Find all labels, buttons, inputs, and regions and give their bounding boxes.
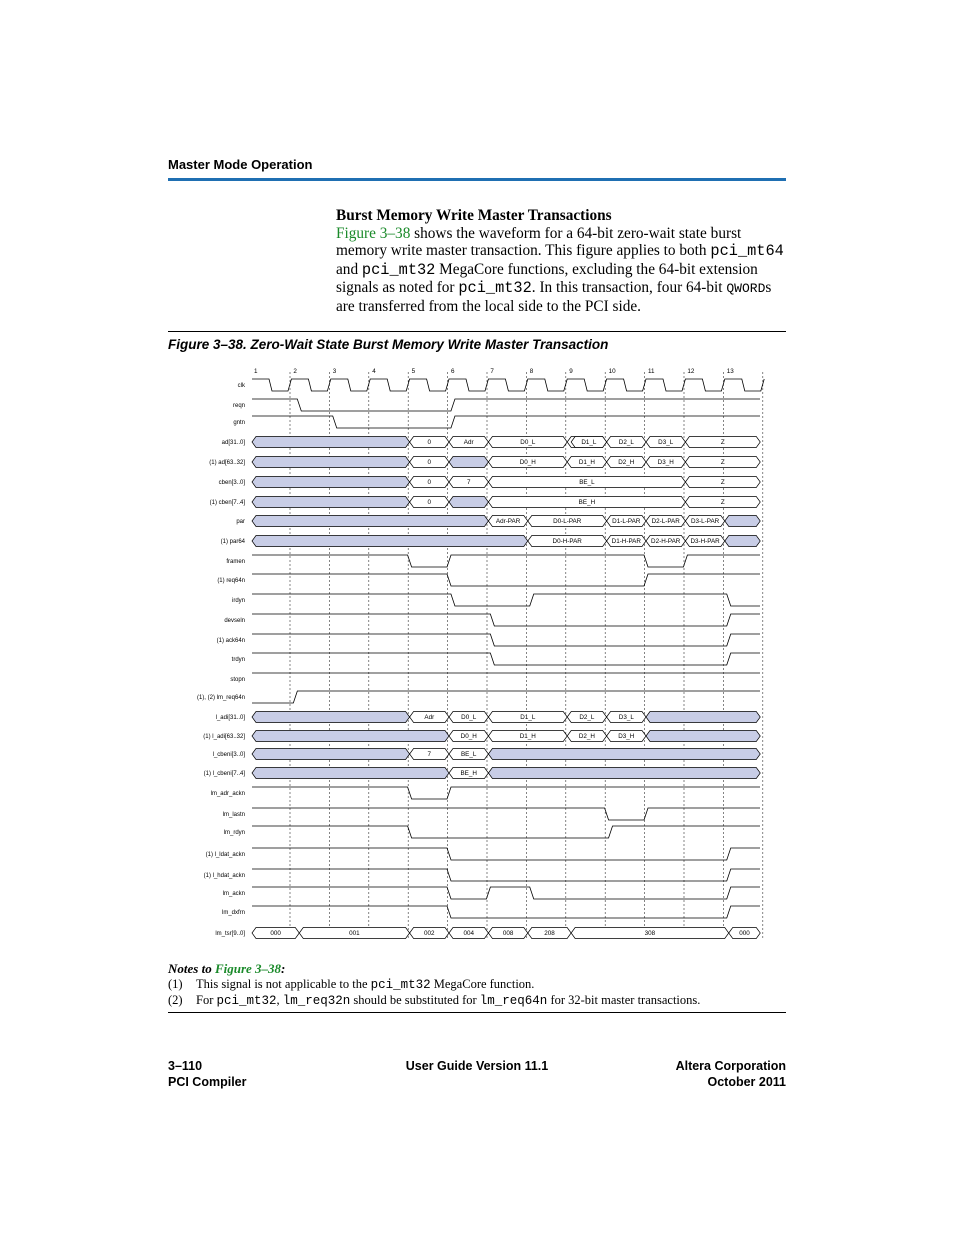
signal-label-15: stopn bbox=[230, 677, 245, 684]
figure-link[interactable]: Figure 3–38 bbox=[336, 224, 411, 242]
ad-lo-bus-value: 0 bbox=[427, 439, 432, 447]
note-2: (2) For pci_mt32, lm_req32n should be substituted for lm_req64n for 32-bit master transactions. bbox=[168, 993, 701, 1008]
ad-lo-bus-value: D2_L bbox=[618, 439, 634, 447]
code-qword: QWORD bbox=[726, 281, 766, 296]
ad-lo-bus-segment bbox=[252, 437, 410, 448]
guide-version: User Guide Version 11.1 bbox=[405, 1059, 549, 1073]
clock-cycle-number: 3 bbox=[332, 368, 337, 375]
l-adi-hi-bus-value: D2_H bbox=[578, 733, 595, 741]
signal-label-6: (1) cben[7..4] bbox=[209, 500, 245, 507]
cben-hi-bus-value: 0 bbox=[427, 499, 432, 507]
figure-caption: Figure 3–38. Zero-Wait State Burst Memory Write Master Transaction bbox=[168, 337, 609, 352]
l-cbeni-hi-bus-value: BE_H bbox=[460, 770, 477, 778]
par64-bus-value: D1-H-PAR bbox=[611, 538, 641, 546]
ad-lo-bus-value: D0_L bbox=[520, 439, 536, 447]
cben-hi-bus-value: BE_H bbox=[578, 499, 596, 507]
notes-figure-link[interactable]: Figure 3–38 bbox=[214, 961, 282, 976]
ad-hi-bus-value: Z bbox=[720, 459, 725, 467]
company-name: Altera Corporation bbox=[675, 1059, 786, 1073]
cben-lo-bus-value: 0 bbox=[427, 479, 432, 487]
l-cbeni-hi-bus-segment bbox=[488, 768, 760, 779]
ad-lo-bus-value: D3_L bbox=[658, 439, 674, 447]
signal-label-8: (1) par64 bbox=[220, 539, 245, 546]
figure-rule bbox=[168, 331, 786, 332]
ad-hi-bus-segment bbox=[252, 457, 410, 468]
ad-hi-bus-value: D1_H bbox=[578, 459, 595, 467]
signal-label-27: lm_dxfrn bbox=[221, 910, 245, 917]
ad-hi-bus-value: D2_H bbox=[618, 459, 635, 467]
code-pci-mt32: pci_mt32 bbox=[361, 260, 436, 279]
signal-label-1: reqn bbox=[232, 403, 245, 410]
l-cbeni-lo-bus-segment bbox=[252, 749, 410, 760]
signal-label-5: cben[3..0] bbox=[218, 480, 245, 487]
signal-label-19: l_cbeni[3..0] bbox=[212, 752, 245, 759]
header-rule bbox=[168, 178, 786, 181]
clk-waveform bbox=[252, 379, 764, 391]
cben-lo-bus-value: Z bbox=[720, 479, 725, 487]
cben-lo-bus-value: BE_L bbox=[579, 479, 595, 487]
l-adi-hi-bus-value: D1_H bbox=[519, 733, 536, 741]
figure-notes bbox=[168, 961, 786, 1010]
signal-label-25: (1) l_hdat_ackn bbox=[203, 873, 245, 880]
para-text: and bbox=[336, 260, 362, 278]
l-adi-lo-bus-segment bbox=[252, 712, 410, 723]
ad-lo-bus-value: Adr bbox=[463, 439, 474, 447]
par-bus-segment bbox=[725, 516, 760, 527]
l-cbeni-hi-bus-segment bbox=[252, 768, 449, 779]
par64-bus-value: D2-H-PAR bbox=[651, 538, 681, 546]
lm-tsr-bus-value: 004 bbox=[463, 930, 474, 938]
signal-label-18: (1) l_adi[63..32] bbox=[203, 734, 245, 741]
section-heading: Burst Memory Write Master Transactions bbox=[336, 207, 612, 224]
par-bus-value: Adr-PAR bbox=[495, 518, 521, 526]
code-pci-mt64: pci_mt64 bbox=[710, 242, 784, 260]
notes-rule bbox=[168, 1012, 786, 1013]
l-adi-lo-bus-segment bbox=[646, 712, 760, 723]
signal-label-7: par bbox=[236, 519, 245, 526]
lm-tsr-bus-value: 002 bbox=[424, 930, 435, 938]
par-bus-value: D1-L-PAR bbox=[612, 518, 641, 526]
clock-cycle-number: 5 bbox=[411, 368, 416, 375]
signal-label-3: ad[31..0] bbox=[221, 440, 245, 447]
signal-label-16: (1), (2) lm_req64n bbox=[196, 695, 245, 702]
signal-label-21: lm_adr_ackn bbox=[210, 791, 245, 798]
par-bus-value: D3-L-PAR bbox=[690, 518, 720, 526]
lm-tsr-bus-value: 001 bbox=[349, 930, 360, 938]
publish-date: October 2011 bbox=[707, 1074, 786, 1089]
signal-label-13: (1) ack64n bbox=[216, 638, 245, 645]
l-adi-hi-bus-value: D0_H bbox=[460, 733, 477, 741]
clock-cycle-number: 12 bbox=[687, 368, 695, 375]
cben-lo-bus-segment bbox=[252, 477, 410, 488]
lm-tsr-bus-value: 308 bbox=[644, 930, 656, 938]
code-pci-mt32: pci_mt32 bbox=[458, 279, 532, 297]
cben-hi-bus-segment bbox=[252, 497, 410, 508]
ad-hi-bus-segment bbox=[449, 457, 488, 468]
trdyn-waveform bbox=[252, 653, 760, 665]
l-cbeni-lo-bus-value: BE_L bbox=[460, 751, 477, 759]
par-bus-segment bbox=[252, 516, 488, 527]
l-adi-lo-bus-value: Adr bbox=[424, 714, 435, 722]
signal-label-2: gntn bbox=[233, 420, 245, 427]
clock-cycle-number: 7 bbox=[490, 368, 494, 375]
ad-hi-bus-value: D3_H bbox=[657, 459, 674, 467]
signal-label-14: trdyn bbox=[231, 657, 245, 664]
l-adi-hi-bus-segment bbox=[646, 731, 760, 742]
signal-label-9: framen bbox=[226, 559, 245, 566]
l-cbeni-lo-bus-value: 7 bbox=[427, 751, 432, 759]
ad-hi-bus-value: D0_H bbox=[519, 459, 536, 467]
signal-label-22: lm_lastn bbox=[222, 812, 245, 819]
waveform-diagram bbox=[168, 360, 768, 950]
page-number: 3–110 bbox=[168, 1059, 203, 1073]
par64-bus-value: D0-H-PAR bbox=[552, 538, 582, 546]
clock-cycle-number: 4 bbox=[372, 368, 376, 375]
lm-tsr-bus-value: 208 bbox=[544, 930, 555, 938]
l-adi-lo-bus-value: D3_L bbox=[618, 714, 634, 722]
signal-label-10: (1) req64n bbox=[217, 578, 245, 585]
clock-cycle-number: 13 bbox=[726, 368, 734, 375]
signal-label-0: clk bbox=[237, 383, 245, 390]
clock-cycle-number: 8 bbox=[529, 368, 534, 375]
par64-bus-segment bbox=[252, 536, 528, 547]
notes-heading: Notes to Figure 3–38: bbox=[168, 961, 286, 976]
ad-lo-bus-value: Z bbox=[720, 439, 725, 447]
lm-tsr-bus-value: 000 bbox=[739, 930, 750, 938]
para-text: . In this transaction, four 64-bit bbox=[531, 279, 727, 296]
clock-cycle-number: 11 bbox=[648, 368, 655, 375]
clock-cycle-number: 9 bbox=[569, 368, 573, 375]
l-adi-hi-bus-value: D3_H bbox=[618, 733, 635, 741]
signal-label-12: devseln bbox=[224, 618, 245, 625]
cben-lo-bus-value: 7 bbox=[466, 479, 471, 487]
para-text: MegaCore functions, excluding the 64-bit extension signals as noted for bbox=[336, 260, 758, 296]
note-1: (1) This signal is not applicable to the pci_mt32 MegaCore function. bbox=[168, 976, 535, 992]
par-bus-value: D2-L-PAR bbox=[651, 518, 680, 526]
signal-label-26: lm_ackn bbox=[222, 891, 245, 898]
signal-label-11: irdyn bbox=[231, 598, 245, 605]
para-text: s are transferred from the local side to the PCI side. bbox=[336, 279, 772, 315]
signal-label-17: l_adi[31..0] bbox=[215, 715, 245, 722]
par-bus-value: D0-L-PAR bbox=[553, 518, 582, 526]
par64-bus-value: D3-H-PAR bbox=[690, 538, 720, 546]
signal-label-28: lm_tsr[9..0] bbox=[215, 931, 245, 938]
l-adi-lo-bus-value: D1_L bbox=[520, 714, 536, 722]
section-paragraph bbox=[336, 225, 786, 316]
section-body bbox=[336, 207, 786, 315]
product-name: PCI Compiler bbox=[168, 1074, 247, 1089]
cben-hi-bus-segment bbox=[449, 497, 488, 508]
cben-hi-bus-value: Z bbox=[720, 499, 725, 507]
signal-label-20: (1) l_cbeni[7..4] bbox=[203, 771, 245, 778]
ad-lo-bus-value: D1_L bbox=[581, 439, 597, 447]
l-cbeni-lo-bus-segment bbox=[488, 749, 760, 760]
par64-bus-segment bbox=[725, 536, 760, 547]
ad-hi-bus-value: 0 bbox=[427, 459, 432, 467]
clock-cycle-number: 10 bbox=[608, 368, 616, 375]
signal-label-24: (1) l_ldat_ackn bbox=[205, 852, 245, 859]
l-hdat-ackn-waveform bbox=[252, 869, 760, 881]
para-text: shows the waveform for a 64-bit zero-wait state burst memory write master transaction. This figure applies to both bbox=[336, 224, 742, 259]
l-adi-lo-bus-value: D2_L bbox=[579, 714, 595, 722]
clock-cycle-number: 6 bbox=[451, 368, 455, 375]
lm-tsr-bus-value: 008 bbox=[502, 930, 514, 938]
running-header: Master Mode Operation bbox=[168, 157, 313, 172]
l-adi-hi-bus-segment bbox=[252, 731, 449, 742]
clock-cycle-number: 1 bbox=[254, 368, 258, 375]
lm-tsr-bus-value: 000 bbox=[270, 930, 281, 938]
signal-label-4: (1) ad[63..32] bbox=[209, 460, 245, 467]
clock-cycle-number: 2 bbox=[293, 368, 297, 375]
l-adi-lo-bus-value: D0_L bbox=[461, 714, 477, 722]
signal-label-23: lm_rdyn bbox=[223, 830, 245, 837]
